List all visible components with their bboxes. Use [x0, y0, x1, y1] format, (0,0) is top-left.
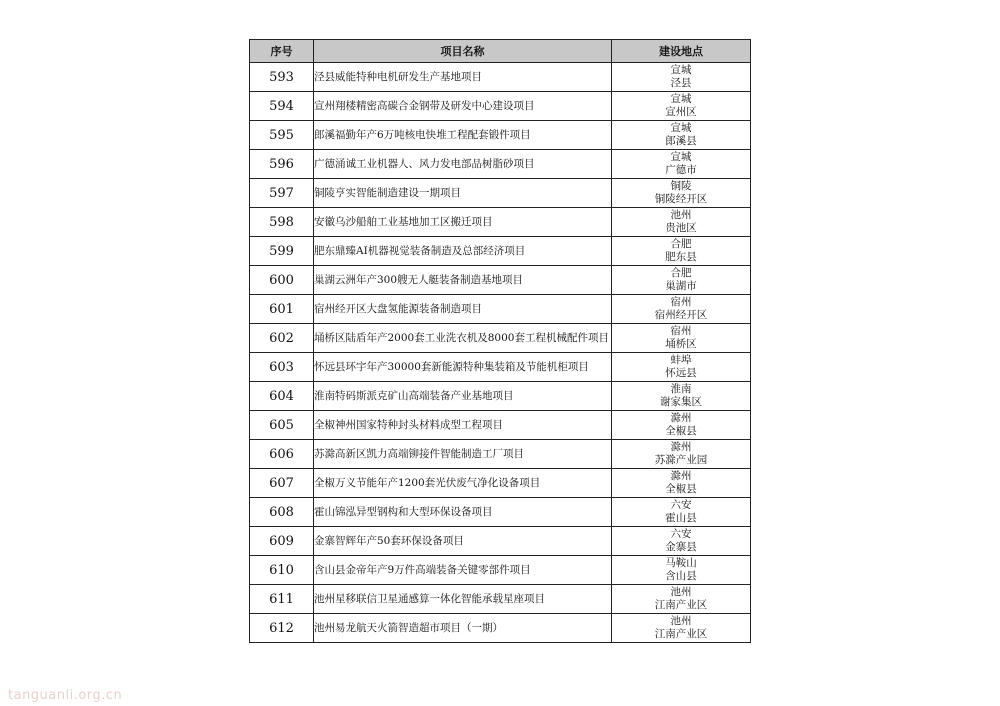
location-district: 怀远县	[665, 367, 697, 379]
location-city: 池州	[670, 615, 692, 627]
row-number: 599	[250, 237, 314, 266]
location-city: 宿州	[670, 296, 692, 308]
table-row	[250, 266, 751, 295]
location-district: 泾县	[670, 77, 692, 89]
project-name: 池州易龙航天火箭智造超市项目（一期）	[314, 614, 612, 643]
location-city: 宿州	[670, 325, 692, 337]
location-district: 广德市	[665, 164, 697, 176]
row-number: 602	[250, 324, 314, 353]
location-district: 铜陵经开区	[654, 193, 708, 205]
location-city: 合肥	[670, 238, 692, 250]
location-district: 埇桥区	[665, 338, 697, 350]
project-location	[612, 266, 751, 295]
row-number: 603	[250, 353, 314, 382]
table-row	[250, 121, 751, 150]
table-row	[250, 382, 751, 411]
location-city: 铜陵	[670, 180, 692, 192]
table-row	[250, 237, 751, 266]
project-location	[612, 469, 751, 498]
location-city: 池州	[670, 586, 692, 598]
location-city: 滁州	[670, 412, 692, 424]
location-district: 谢家集区	[660, 396, 702, 408]
location-district: 宣州区	[665, 106, 697, 118]
row-number: 611	[250, 585, 314, 614]
project-location	[612, 237, 751, 266]
project-name: 池州星移联信卫星通感算一体化智能承载星座项目	[314, 585, 612, 614]
project-name: 安徽乌沙船舶工业基地加工区搬迁项目	[314, 208, 612, 237]
watermark: tanguanli.org.cn	[8, 688, 123, 703]
table-row	[250, 324, 751, 353]
row-number: 596	[250, 150, 314, 179]
project-location	[612, 63, 751, 92]
location-city: 滁州	[670, 441, 692, 453]
location-district: 霍山县	[665, 512, 697, 524]
project-location	[612, 121, 751, 150]
project-location	[612, 614, 751, 643]
table-row	[250, 353, 751, 382]
project-name: 宣州翔楼精密高碳合金钢带及研发中心建设项目	[314, 92, 612, 121]
row-number: 608	[250, 498, 314, 527]
row-number: 597	[250, 179, 314, 208]
table-row	[250, 208, 751, 237]
location-city: 宣城	[670, 93, 692, 105]
table-row	[250, 150, 751, 179]
row-number: 601	[250, 295, 314, 324]
table-row	[250, 527, 751, 556]
project-name: 肥东鼎臻AI机器视觉装备制造及总部经济项目	[314, 237, 612, 266]
project-location	[612, 92, 751, 121]
location-city: 宣城	[670, 64, 692, 76]
project-location	[612, 353, 751, 382]
project-name: 淮南特码斯派克矿山高端装备产业基地项目	[314, 382, 612, 411]
project-name: 泾县威能特种电机研发生产基地项目	[314, 63, 612, 92]
project-location	[612, 324, 751, 353]
project-location	[612, 179, 751, 208]
table-body	[250, 63, 751, 643]
row-number: 607	[250, 469, 314, 498]
table-header-row	[250, 40, 751, 63]
location-city: 六安	[670, 528, 692, 540]
project-name: 含山县金帝年产9万件高端装备关键零部件项目	[314, 556, 612, 585]
project-location	[612, 382, 751, 411]
project-location	[612, 150, 751, 179]
project-location	[612, 527, 751, 556]
table-row	[250, 498, 751, 527]
project-name: 怀远县环宇年产30000套新能源特种集装箱及节能机柜项目	[314, 353, 612, 382]
project-name: 郎溪福勤年产6万吨核电快堆工程配套锻件项目	[314, 121, 612, 150]
project-name: 霍山锦泓异型钢构和大型环保设备项目	[314, 498, 612, 527]
location-city: 蚌埠	[670, 354, 692, 366]
project-location	[612, 585, 751, 614]
project-table	[249, 39, 751, 643]
project-location	[612, 411, 751, 440]
table-row	[250, 440, 751, 469]
project-location	[612, 295, 751, 324]
row-number: 600	[250, 266, 314, 295]
table-row	[250, 614, 751, 643]
row-number: 595	[250, 121, 314, 150]
header-no: 序号	[250, 40, 314, 63]
location-district: 贵池区	[665, 222, 697, 234]
row-number: 609	[250, 527, 314, 556]
location-district: 全椒县	[665, 483, 697, 495]
row-number: 598	[250, 208, 314, 237]
table-row	[250, 469, 751, 498]
location-district: 全椒县	[665, 425, 697, 437]
location-district: 宿州经开区	[654, 309, 708, 321]
project-name: 全椒神州国家特种封头材料成型工程项目	[314, 411, 612, 440]
project-name: 苏滁高新区凯力高端铆接件智能制造工厂项目	[314, 440, 612, 469]
row-number: 610	[250, 556, 314, 585]
table-row	[250, 411, 751, 440]
table-row	[250, 295, 751, 324]
table-row	[250, 585, 751, 614]
project-name: 广德涌诚工业机器人、风力发电部品树脂砂项目	[314, 150, 612, 179]
row-number: 604	[250, 382, 314, 411]
row-number: 606	[250, 440, 314, 469]
row-number: 594	[250, 92, 314, 121]
header-name: 项目名称	[314, 40, 612, 63]
table-row	[250, 179, 751, 208]
location-city: 六安	[670, 499, 692, 511]
location-district: 金寨县	[665, 541, 697, 553]
location-city: 池州	[670, 209, 692, 221]
project-name: 宿州经开区大盘氢能源装备制造项目	[314, 295, 612, 324]
location-city: 淮南	[670, 383, 692, 395]
location-city: 马鞍山	[665, 557, 697, 569]
table-row	[250, 92, 751, 121]
location-district: 含山县	[665, 570, 697, 582]
row-number: 605	[250, 411, 314, 440]
project-location	[612, 208, 751, 237]
project-name: 金寨智辉年产50套环保设备项目	[314, 527, 612, 556]
table-row	[250, 63, 751, 92]
location-city: 宣城	[670, 122, 692, 134]
project-name: 铜陵亨实智能制造建设一期项目	[314, 179, 612, 208]
location-district: 郎溪县	[665, 135, 697, 147]
location-district: 江南产业区	[654, 599, 708, 611]
project-location	[612, 498, 751, 527]
project-name: 埇桥区陆盾年产2000套工业洗衣机及8000套工程机械配件项目	[314, 324, 612, 353]
location-city: 合肥	[670, 267, 692, 279]
row-number: 612	[250, 614, 314, 643]
location-city: 滁州	[670, 470, 692, 482]
project-location	[612, 440, 751, 469]
location-district: 苏滁产业园	[654, 454, 708, 466]
row-number: 593	[250, 63, 314, 92]
location-district: 巢湖市	[665, 280, 697, 292]
header-location: 建设地点	[612, 40, 751, 63]
project-name: 全椒万义节能年产1200套光伏废气净化设备项目	[314, 469, 612, 498]
project-location	[612, 556, 751, 585]
location-city: 宣城	[670, 151, 692, 163]
location-district: 肥东县	[665, 251, 697, 263]
project-name: 巢湖云洲年产300艘无人艇装备制造基地项目	[314, 266, 612, 295]
location-district: 江南产业区	[654, 628, 708, 640]
table-row	[250, 556, 751, 585]
